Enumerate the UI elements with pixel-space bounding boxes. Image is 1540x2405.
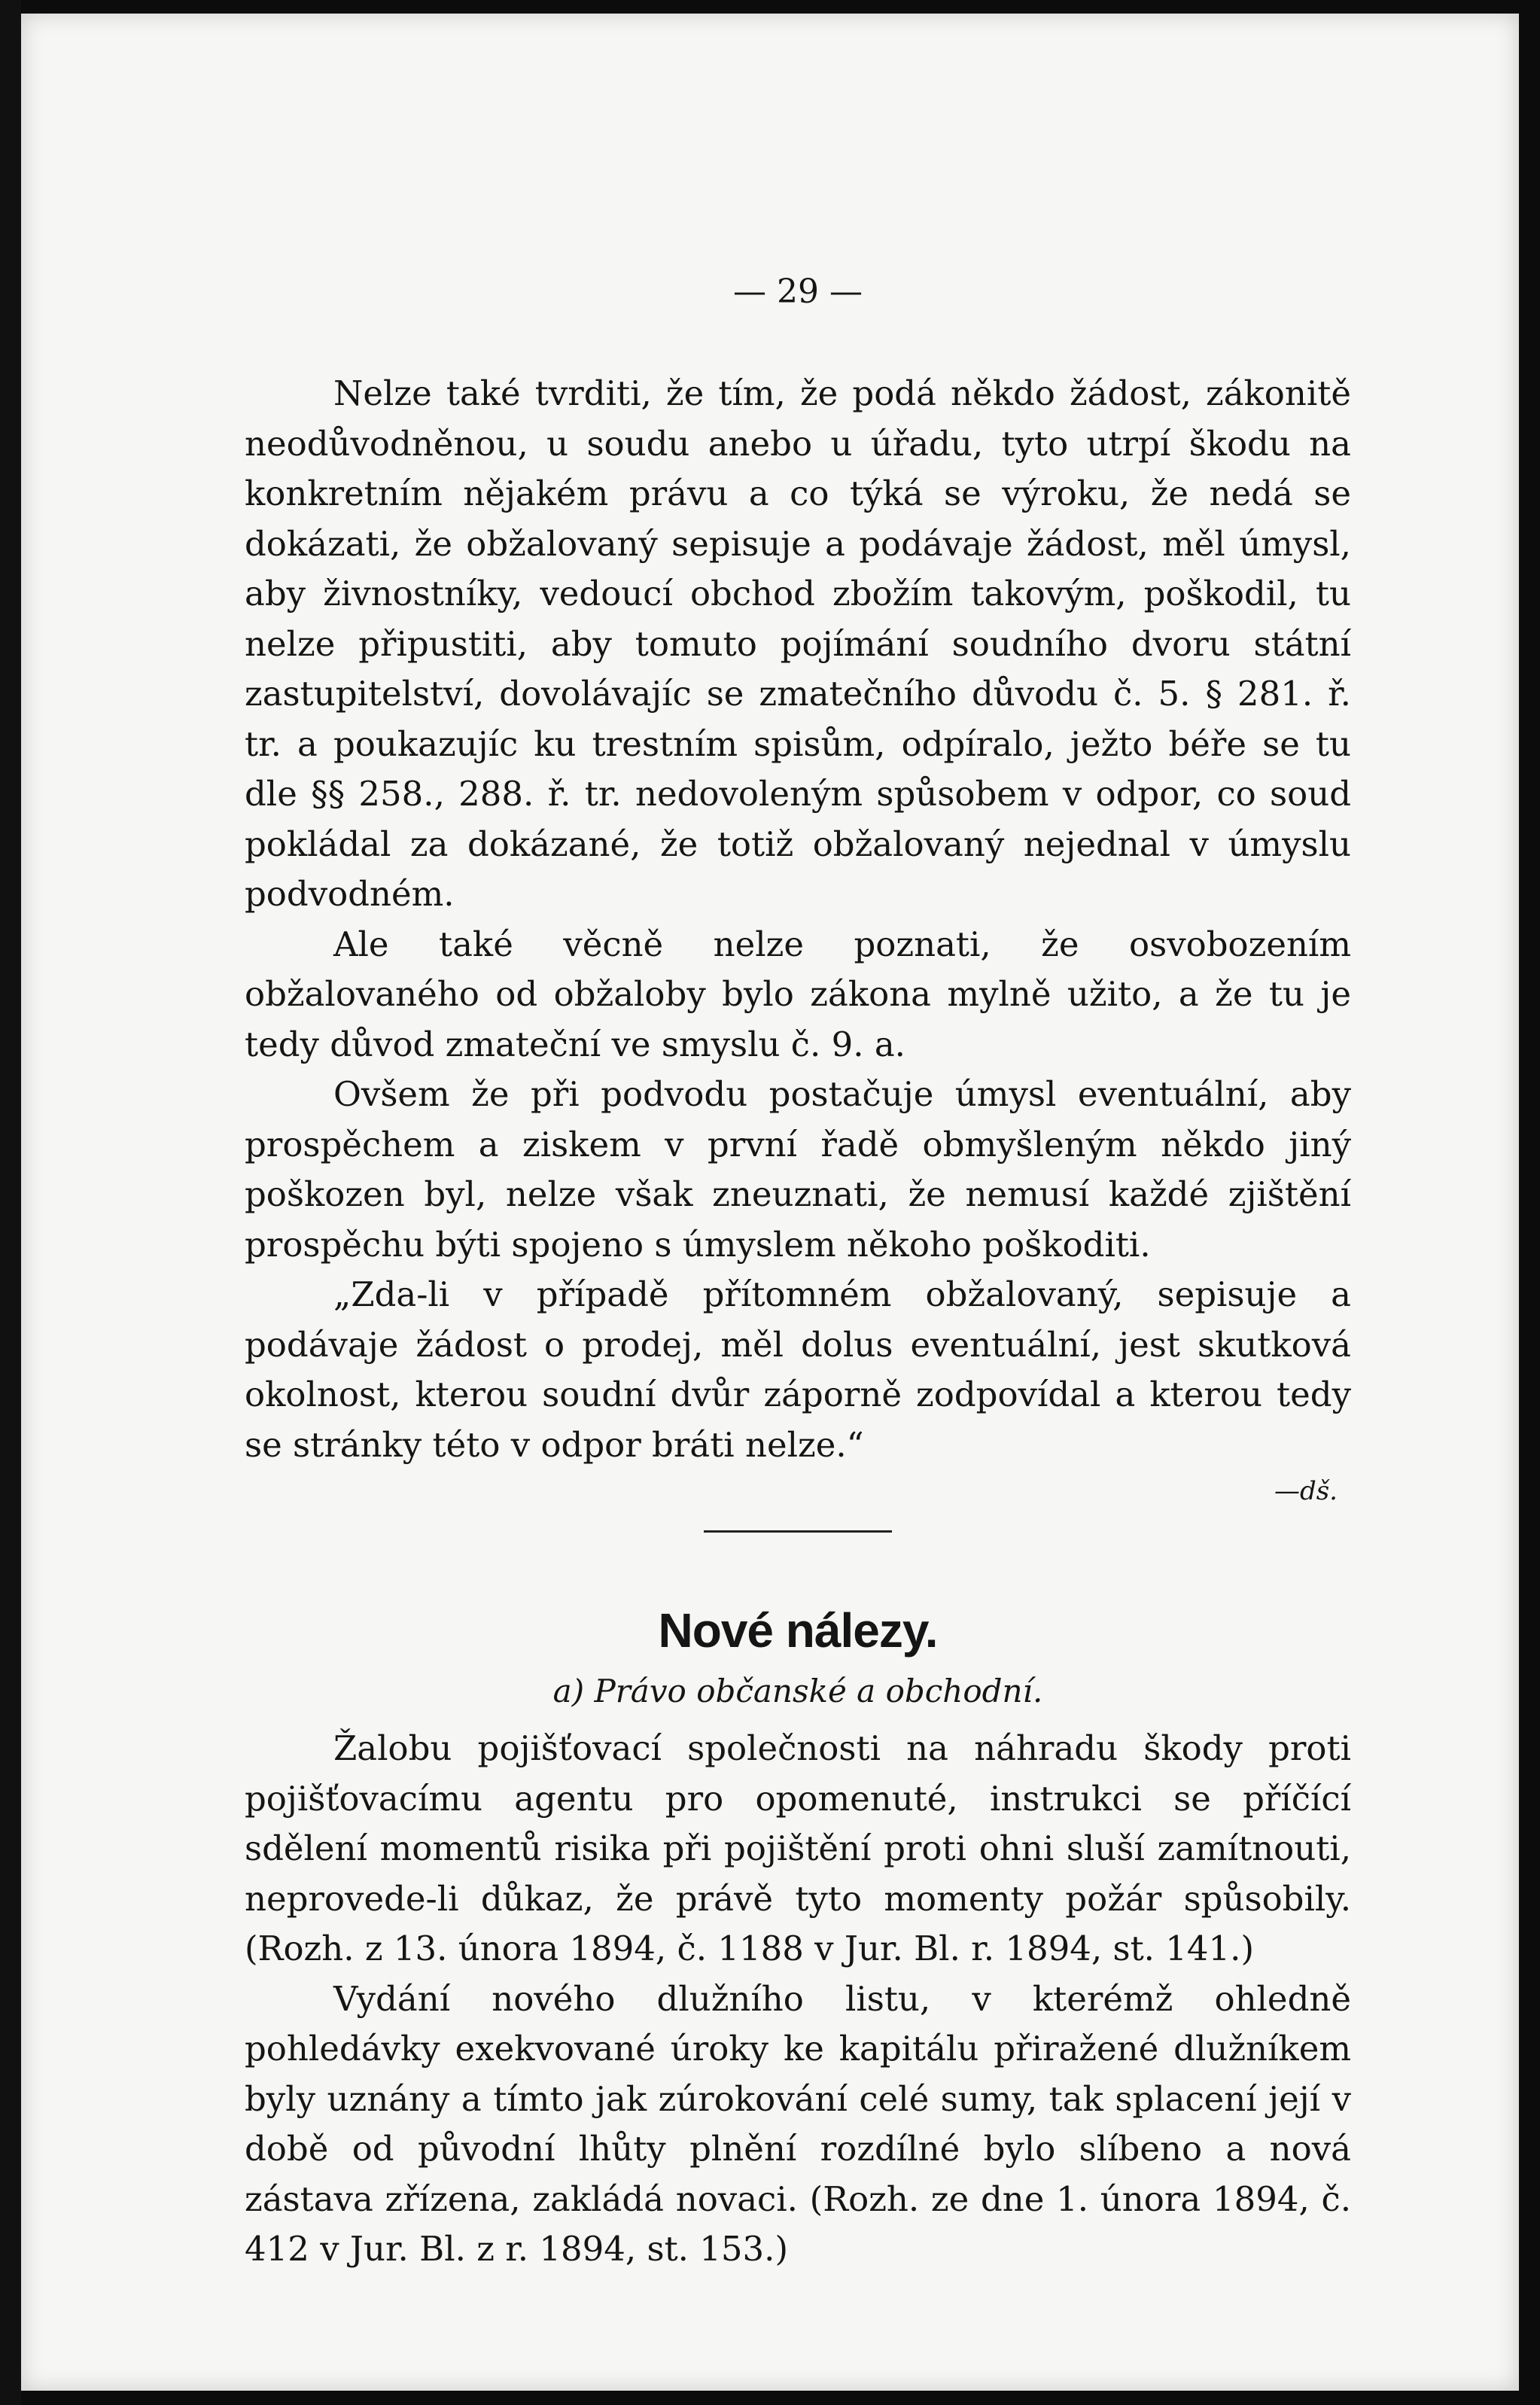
- author-signature: —dš.: [1274, 1476, 1338, 1506]
- paragraph-4-quote: „Zda-li v případě přítomném obžalovaný, sepisuje a podávaje žádost o prodej, měl dolus eventuální, jest skutková okolnost, kterou soudní dvůr záporně zodpovídal a kterou tedy se stránky této v odpor bráti nelze.“: [245, 1274, 1351, 1465]
- section-title: Nové nálezy.: [658, 1603, 938, 1658]
- page-number: — 29 —: [733, 272, 863, 311]
- section-divider: [704, 1530, 892, 1533]
- paragraph-2: Ale také věcně nelze poznati, že osvobozením obžalovaného od obžaloby bylo zákona mylně užito, a že tu je tedy důvod zmateční ve smyslu č. 9. a.: [245, 924, 1351, 1064]
- scan-edge: [0, 0, 21, 2405]
- ruling-paragraph-1: Žalobu pojišťovací společnosti na náhradu škody proti pojišťovacímu agentu pro opomenuté, instrukci se příčící sdělení momentů risika při pojištění proti ohni sluší zamítnouti, neprovede-li důkaz, že právě tyto momenty požár spůsobily. (Rozh. z 13. února 1894, č. 1188 v Jur. Bl. r. 1894, st. 141.): [245, 1728, 1351, 1968]
- page-body: [245, 369, 1351, 2275]
- paragraph-3: Ovšem že při podvodu postačuje úmysl eventuální, aby prospěchem a ziskem v první řadě obmyšleným někdo jiný poškozen byl, nelze však zneuznati, že nemusí každé zjištění prospěchu býti spojeno s úmyslem někoho poškoditi.: [245, 1074, 1351, 1265]
- paragraph-1: Nelze také tvrditi, že tím, že podá někdo žádost, zákonitě neodůvodněnou, u soudu anebo u úřadu, tyto utrpí škodu na konkretním nějakém právu a co týká se výroku, že nedá se dokázati, že obžalovaný sepisuje a podávaje žádost, měl úmysl, aby živnostníky, vedoucí obchod zbožím takovým, poškodil, tu nelze připustiti, aby tomuto pojímání soudního dvoru státní zastupitelství, dovolávajíc se zmatečního důvodu č. 5. § 281. ř. tr. a poukazujíc ku trestním spisům, odpíralo, ježto béře se tu dle §§ 258., 288. ř. tr. nedovoleným spůsobem v odpor, co soud pokládal za dokázané, že totiž obžalovaný nejednal v úmyslu podvodném.: [245, 373, 1351, 914]
- subsection-title: a) Právo občanské a obchodní.: [552, 1673, 1043, 1709]
- ruling-paragraph-2: Vydání nového dlužního listu, v kterémž ohledně pohledávky exekvované úroky ke kapitálu přiražené dlužníkem byly uznány a tímto jak zúrokování celé sumy, tak splacení její v době od původní lhůty plnění rozdílné bylo slíbeno a nová zástava zřízena, zakládá novaci. (Rozh. ze dne 1. února 1894, č. 412 v Jur. Bl. z r. 1894, st. 153.): [245, 1978, 1351, 2269]
